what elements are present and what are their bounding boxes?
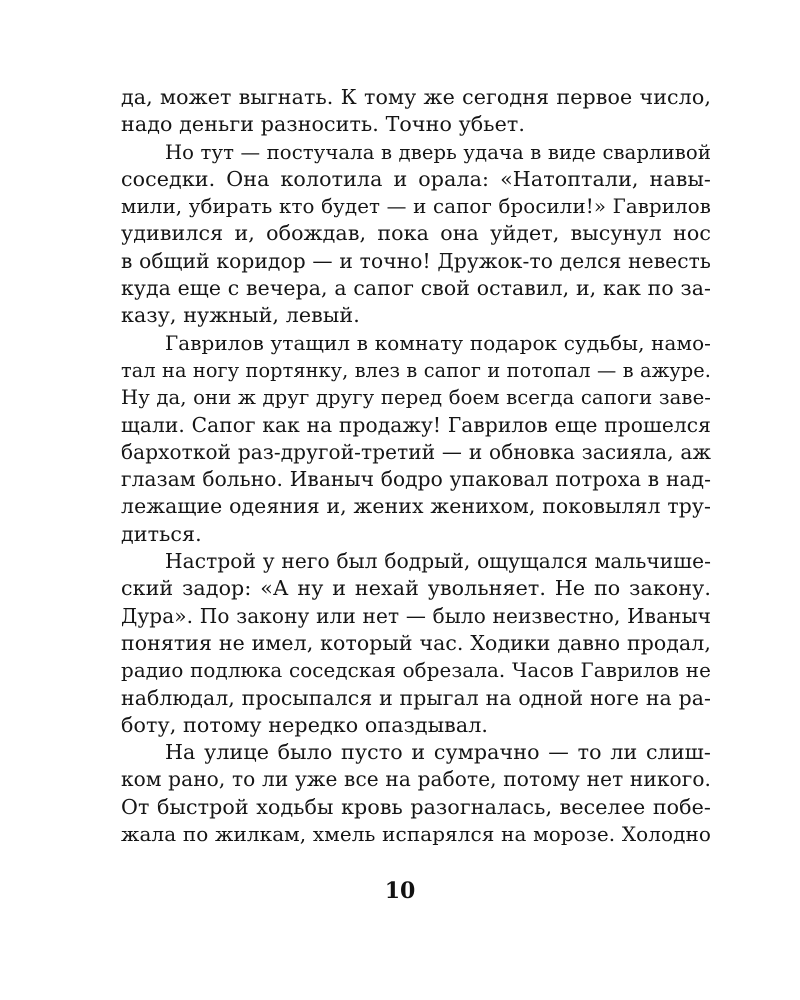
text-line: диться. — [121, 521, 202, 546]
text-line: наблюдал, просыпался и прыгал на одной ноге на ра- — [121, 685, 711, 710]
text-line: Настрой у него был бодрый, ощущался мальчише- — [165, 549, 711, 574]
text-line: удивился и, обождав, пока она уйдет, высунул нос — [121, 221, 711, 246]
text-line: лежащие одеяния и, жених женихом, поковылял тру- — [121, 494, 711, 519]
text-line: ком рано, то ли уже все на работе, потому нет никого. — [121, 767, 711, 792]
text-line: в общий коридор — и точно! Дружок-то делся невесть — [121, 248, 711, 273]
text-line: тал на ногу портянку, влез в сапог и потопал — в ажуре. — [121, 358, 711, 382]
text-line: От быстрой ходьбы кровь разогналась, веселее побе- — [121, 794, 711, 819]
text-line: глазам больно. Иваныч бодро упаковал потроха в над- — [121, 467, 711, 492]
text-line: мили, убирать кто будет — и сапог бросили!» Гаврилов — [121, 195, 711, 219]
page-number: 10 — [384, 878, 416, 904]
text-line: Но тут — постучала в дверь удача в виде сварливой — [165, 140, 711, 164]
text-line: соседки. Она колотила и орала: «Натоптали, навы- — [121, 166, 711, 191]
text-line: Дура». По закону или нет — было неизвестно, Иваныч — [121, 603, 711, 628]
text-line: куда еще с вечера, а сапог свой оставил, и, как по за- — [121, 276, 711, 301]
text-line: боту, потому нередко опаздывал. — [121, 712, 489, 737]
text-line: радио подлюка соседская обрезала. Часов Гаврилов не — [121, 659, 711, 683]
text-line: На улице было пусто и сумрачно — то ли слиш- — [165, 740, 711, 765]
text-line: щали. Сапог как на продажу! Гаврилов еще прошелся — [121, 412, 711, 437]
text-line: жала по жилкам, хмель испарялся на морозе. Холодно — [121, 822, 711, 847]
text-line: казу, нужный, левый. — [121, 303, 360, 328]
body-text — [121, 84, 711, 848]
text-line: понятия не имел, который час. Ходики давно продал, — [121, 630, 711, 655]
text-line: Гаврилов утащил в комнату подарок судьбы, намо- — [165, 331, 711, 355]
text-line: надо деньги разносить. Точно убьет. — [121, 112, 526, 137]
text-line: бархоткой раз-другой-третий — и обновка засияла, аж — [121, 439, 711, 464]
text-line: Ну да, они ж друг другу перед боем всегда сапоги заве- — [121, 386, 711, 410]
text-line: ский задор: «А ну и нехай увольняет. Не по закону. — [121, 576, 711, 601]
text-line: да, может выгнать. К тому же сегодня первое число, — [121, 85, 711, 109]
